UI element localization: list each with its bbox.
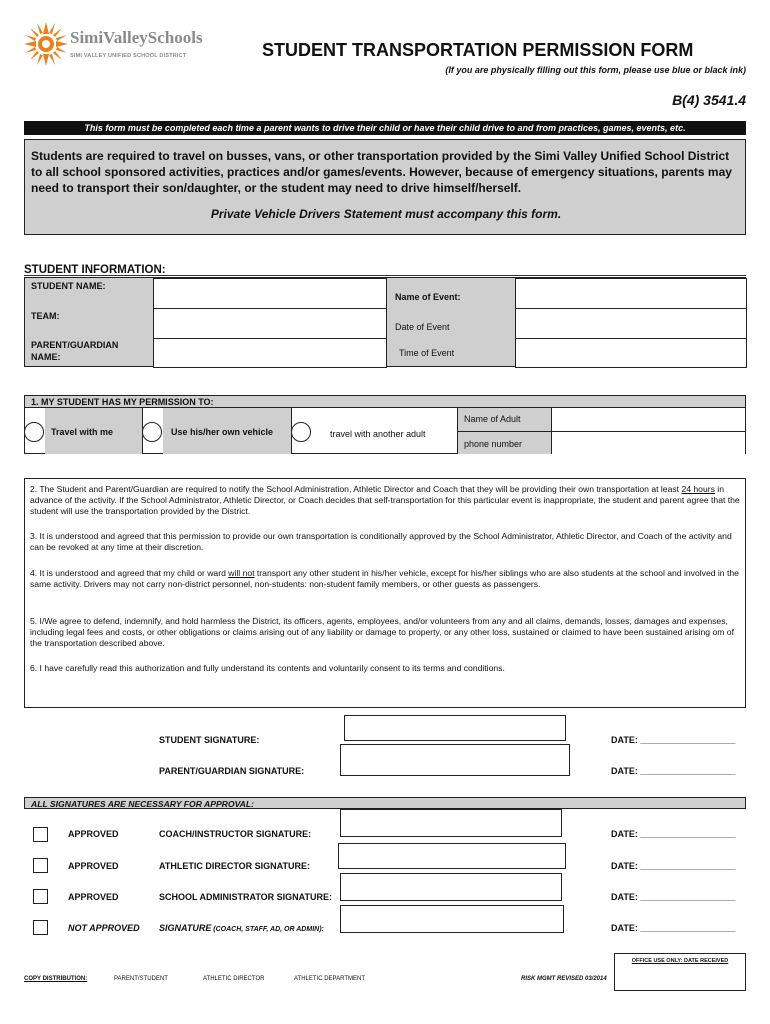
logo-subtitle: SIMI VALLEY UNIFIED SCHOOL DISTRICT xyxy=(70,53,187,59)
approved-checkbox-admin[interactable] xyxy=(33,889,48,904)
student-signature-label: STUDENT SIGNATURE: xyxy=(159,735,260,745)
event-date-label: Date of Event xyxy=(395,322,450,332)
term-4-underline: will not xyxy=(228,568,255,578)
term-2 xyxy=(30,484,742,517)
copy-athletic-director: ATHLETIC DIRECTOR xyxy=(203,976,265,982)
adult-name-field[interactable] xyxy=(551,408,745,432)
terms-section xyxy=(24,478,746,708)
approved-checkbox-ad[interactable] xyxy=(33,858,48,873)
logo-name: SimiValleySchools xyxy=(70,28,203,47)
event-name-label: Name of Event: xyxy=(395,292,461,302)
intro-panel xyxy=(24,139,746,235)
term-4-end: transport any other student in his/her vehicle, except for his/her siblings who are also students at the school and involved in the same activity. Drivers may not carry non-district personnel, non-students: non-student family members, or other guests as passengers. xyxy=(30,568,739,589)
event-date-field[interactable] xyxy=(515,308,747,339)
approved-label-coach: APPROVED xyxy=(68,829,119,839)
form-code: B(4) 3541.4 xyxy=(672,92,746,108)
phone-field[interactable] xyxy=(551,431,745,454)
approved-checkbox-coach[interactable] xyxy=(33,827,48,842)
copy-distribution: COPY DISTRIBUTION: xyxy=(24,976,88,982)
own-vehicle-radio[interactable] xyxy=(142,422,162,442)
intro-text: Students are required to travel on busses, vans, or other transportation provided by the Simi Valley Unified School District to all school sponsored activities, practices and/or games/events. However, because of emergency situations, parents may need to transport their son/daughter, or the student may need to drive himself/herself. xyxy=(31,149,732,195)
not-approved-checkbox[interactable] xyxy=(33,920,48,935)
event-name-field[interactable] xyxy=(515,278,747,309)
term-3: 3. It is understood and agreed that this permission to provide our own transportation is conditionally approved by the School Administrator, Athletic Director, and Coach of the activity and can be revoked at any time at their discretion. xyxy=(30,531,732,552)
office-use-box xyxy=(614,953,746,991)
term-4 xyxy=(30,568,742,590)
another-adult-radio[interactable] xyxy=(291,422,311,442)
ad-date: DATE: ___________________ xyxy=(611,861,736,871)
office-use-label: OFFICE USE ONLY: DATE RECEIVED xyxy=(631,958,729,964)
staff-signature-label xyxy=(159,923,324,933)
term-2-start: 2. The Student and Parent/Guardian are required to notify the School Administration, Athletic Director and Coach that they will be providing their own transportation at least xyxy=(30,484,682,494)
coach-date: DATE: ___________________ xyxy=(611,829,736,839)
travel-with-me-cell xyxy=(45,408,143,454)
guardian-label-1: PARENT/GUARDIAN xyxy=(31,340,119,350)
copy-parent-student: PARENT/STUDENT xyxy=(114,976,168,982)
intro-note: Private Vehicle Drivers Statement must accompany this form. xyxy=(210,207,562,221)
approved-label-admin: APPROVED xyxy=(68,892,119,902)
guardian-date: DATE: ___________________ xyxy=(611,766,736,776)
team-field[interactable] xyxy=(153,308,387,339)
signature-note: (COACH, STAFF, AD, OR ADMIN): xyxy=(211,926,324,933)
coach-signature-label: COACH/INSTRUCTOR SIGNATURE: xyxy=(159,829,312,839)
term-2-underline: 24 hours xyxy=(681,484,715,494)
revision-note: RISK MGMT REVISED 03/2014 xyxy=(521,976,607,982)
own-vehicle-label: Use his/her own vehicle xyxy=(171,427,274,437)
cell-divider xyxy=(458,431,552,432)
travel-with-me-radio[interactable] xyxy=(24,422,44,442)
admin-signature-field[interactable] xyxy=(340,873,562,901)
ad-signature-field[interactable] xyxy=(338,843,566,869)
travel-with-me-label: Travel with me xyxy=(51,427,114,437)
all-signatures-bar: ALL SIGNATURES ARE NECESSARY FOR APPROVAL: xyxy=(24,797,746,809)
approved-label-ad: APPROVED xyxy=(68,861,119,871)
guardian-name-field[interactable] xyxy=(153,338,387,368)
student-name-field[interactable] xyxy=(153,278,387,309)
phone-label: phone number xyxy=(464,439,523,449)
permission-section xyxy=(24,395,746,454)
student-signature-field[interactable] xyxy=(344,715,566,741)
another-adult-label: travel with another adult xyxy=(330,429,426,439)
not-approved-label: NOT APPROVED xyxy=(68,923,140,933)
student-date: DATE: ___________________ xyxy=(611,735,736,745)
staff-signature-field[interactable] xyxy=(340,905,564,933)
term-5: 5. I/We agree to defend, indemnify, and hold harmless the District, its officers, agents, employees, and/or volunteers from any and all claims, demands, losses, damages and expenses, including legal fees and costs, or other obligations or claims arising out of any liability or damage to property, or any other loss, sustained or claimed to have been sustained arising om of the transportation described above. xyxy=(30,616,734,648)
guardian-label-2: NAME: xyxy=(31,352,61,362)
guardian-signature-field[interactable] xyxy=(340,744,570,776)
own-vehicle-cell xyxy=(163,408,292,454)
signature-word: SIGNATURE xyxy=(159,923,212,933)
permission-heading: 1. MY STUDENT HAS MY PERMISSION TO: xyxy=(25,396,745,408)
student-info-heading: STUDENT INFORMATION: xyxy=(24,264,166,276)
staff-date: DATE: ___________________ xyxy=(611,923,736,933)
term-6: 6. I have carefully read this authorization and fully understand its contents and voluntarily consent to its terms and conditions. xyxy=(30,663,505,673)
student-name-label: STUDENT NAME: xyxy=(31,281,106,291)
district-logo xyxy=(24,22,224,70)
event-time-field[interactable] xyxy=(515,338,747,368)
adult-name-label: Name of Adult xyxy=(464,414,521,424)
copy-athletic-department: ATHLETIC DEPARTMENT xyxy=(294,976,366,982)
heading-rule xyxy=(24,275,746,276)
adult-info-cell xyxy=(457,408,553,454)
ad-signature-label: ATHLETIC DIRECTOR SIGNATURE: xyxy=(159,861,310,871)
team-label: TEAM: xyxy=(31,311,60,321)
form-title: STUDENT TRANSPORTATION PERMISSION FORM xyxy=(262,40,694,60)
admin-signature-label: SCHOOL ADMINISTRATOR SIGNATURE: xyxy=(159,892,332,902)
ink-note: (If you are physically filling out this form, please use blue or black ink) xyxy=(445,65,746,75)
guardian-signature-label: PARENT/GUARDIAN SIGNATURE: xyxy=(159,766,305,776)
sun-logo-icon xyxy=(24,22,68,66)
instruction-banner: This form must be completed each time a parent wants to drive their child or have their child drive to and from practices, games, events, etc. xyxy=(24,121,746,135)
admin-date: DATE: ___________________ xyxy=(611,892,736,902)
term-2-end: in advance of the activity. If the School Administrator, Athletic Director, or Coach decides that self-transportation for this particular event is inappropriate, the student and parent agree that the student will use the transportation provided by the District. xyxy=(30,484,740,516)
term-4-start: 4. It is understood and agreed that my child or ward xyxy=(30,568,229,578)
event-time-label: Time of Event xyxy=(399,348,455,358)
student-info-table xyxy=(24,277,746,367)
coach-signature-field[interactable] xyxy=(340,809,562,837)
